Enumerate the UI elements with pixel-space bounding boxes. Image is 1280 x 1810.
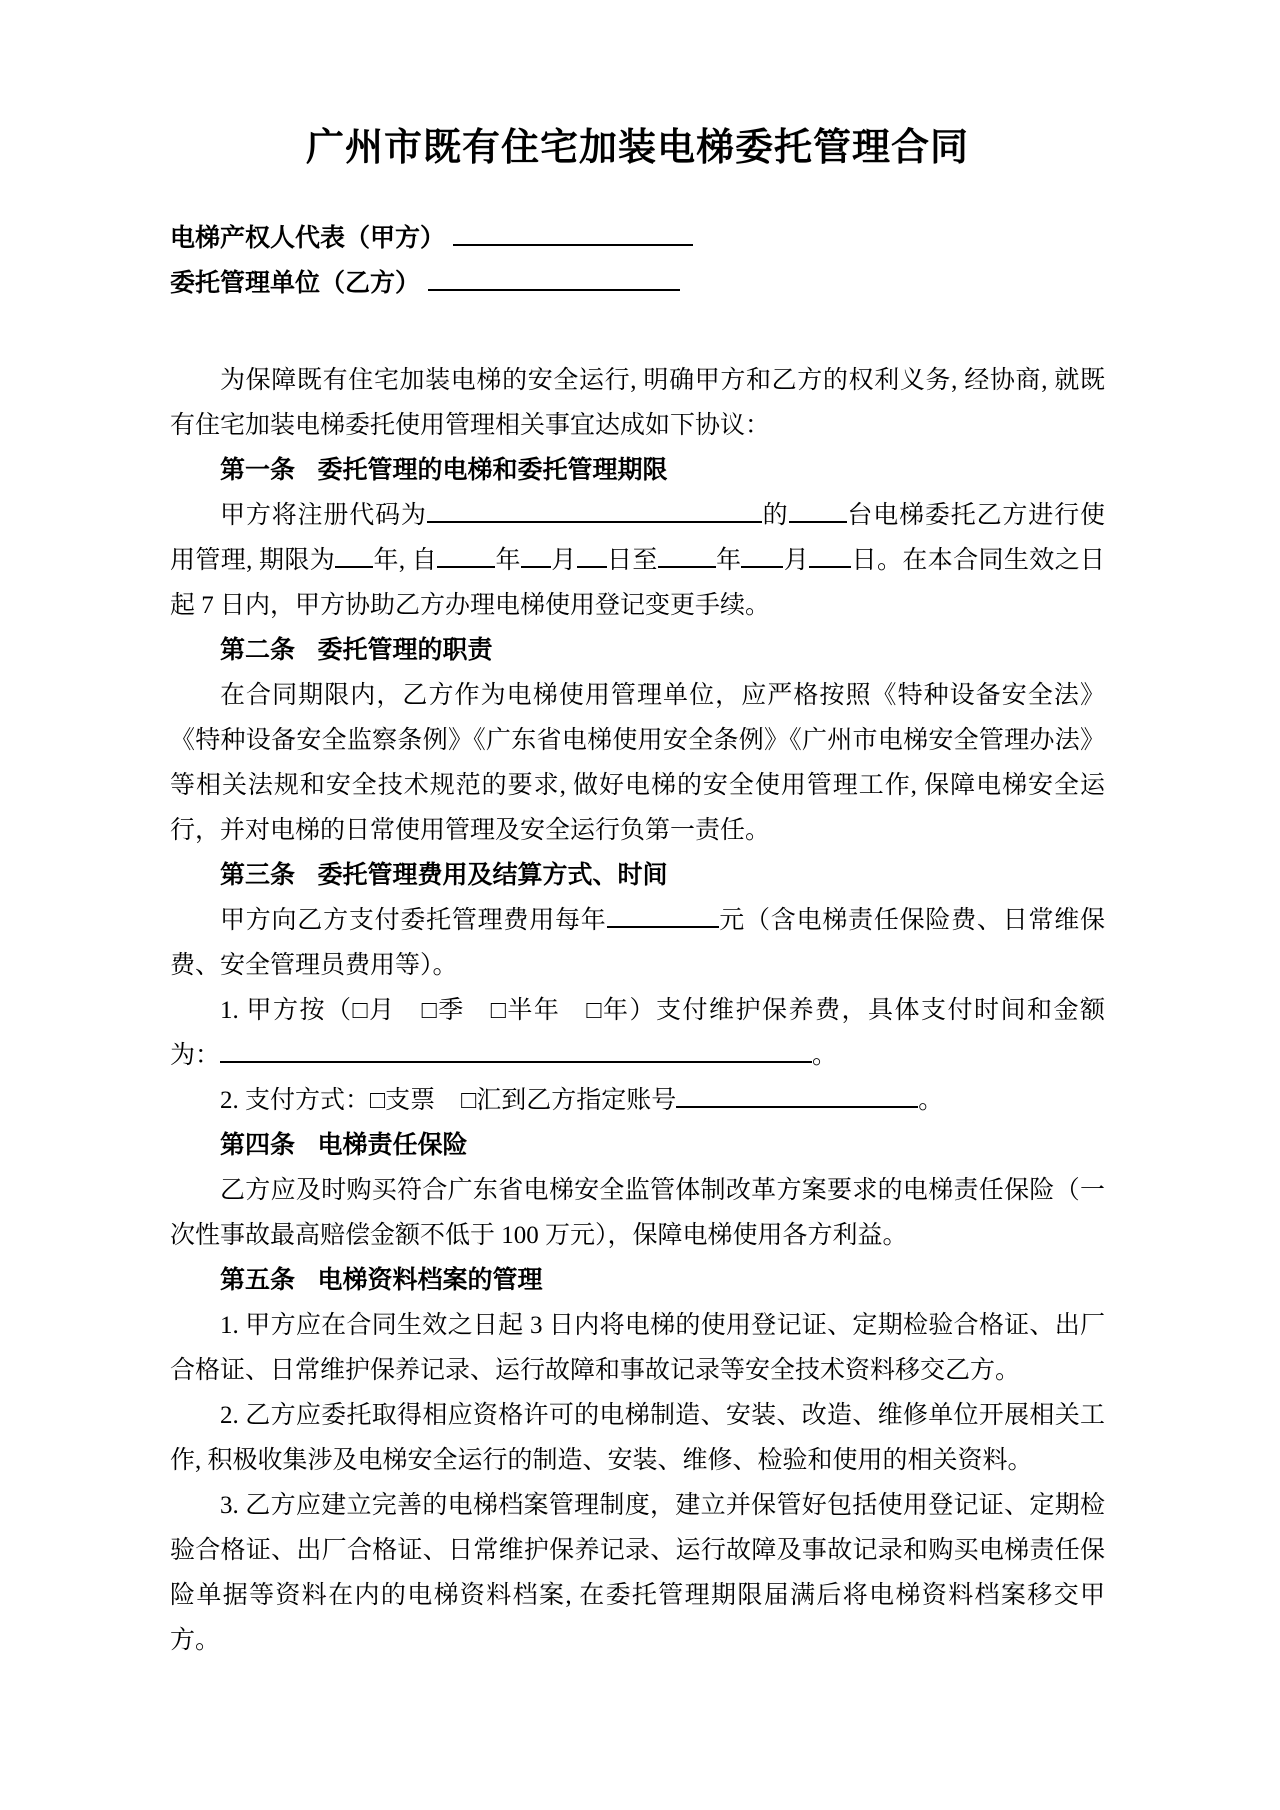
clause-1-text: 年	[715, 547, 742, 574]
party-b-label: 委托管理单位（乙方）	[170, 269, 421, 297]
clause-1-text: 甲方将注册代码为	[220, 502, 427, 529]
start-month-blank[interactable]	[521, 546, 551, 568]
clause-3-heading	[170, 853, 1105, 898]
clause-1-text: 年	[495, 547, 521, 574]
clause-3-text: 元（含电梯责任保险费、日常维保费、安全管理员费用等）。	[170, 907, 1105, 979]
party-a-label: 电梯产权人代表（甲方）	[170, 224, 446, 252]
annual-fee-blank[interactable]	[607, 906, 719, 928]
clause-1-text: 的	[761, 502, 789, 529]
party-b-name-blank[interactable]	[428, 265, 680, 291]
payment-schedule-blank[interactable]	[220, 1041, 812, 1063]
clause-5-heading	[170, 1258, 1105, 1303]
end-day-blank[interactable]	[809, 546, 851, 568]
intro-paragraph: 为保障既有住宅加装电梯的安全运行, 明确甲方和乙方的权利义务, 经协商, 就既有住宅加装电梯委托使用管理相关事宜达成如下协议：	[170, 367, 1105, 439]
clause-1-text: 日至	[606, 547, 658, 574]
party-a-line	[170, 216, 1105, 261]
clause-2-title: 委托管理的职责	[317, 636, 493, 664]
clause-1-text: 年, 自	[373, 547, 438, 574]
checkbox-semiannual[interactable]: □半年	[490, 997, 561, 1024]
clause-5-item-3: 3. 乙方应建立完善的电梯档案管理制度，建立并保管好包括使用登记证、定期检验合格证、出厂合格证、日常维护保养记录、运行故障及事故记录和购买电梯责任保险单据等资料在内的电梯资料档案, 在委托管理期限届满后将电梯资料档案移交甲方。	[170, 1492, 1105, 1654]
checkbox-annual[interactable]: □年	[586, 997, 630, 1024]
party-a-name-blank[interactable]	[453, 220, 693, 246]
clause-5-number: 第五条	[220, 1266, 296, 1294]
clause-3-title: 委托管理费用及结算方式、时间	[317, 861, 668, 889]
clause-3-item-2	[170, 1078, 1105, 1123]
clause-1-body	[170, 493, 1105, 628]
clause-4-body: 乙方应及时购买符合广东省电梯安全监管体制改革方案要求的电梯责任保险（一次性事故最高赔偿金额不低于 100 万元），保障电梯使用各方利益。	[170, 1177, 1105, 1249]
clause-3-item-1	[170, 988, 1105, 1078]
clause-1-number: 第一条	[220, 456, 296, 484]
clause-1-title: 委托管理的电梯和委托管理期限	[317, 456, 668, 484]
checkbox-transfer[interactable]: □汇到乙方指定账号	[461, 1087, 677, 1114]
party-b-line	[170, 261, 1105, 306]
checkbox-monthly[interactable]: □月	[352, 997, 396, 1024]
term-years-blank[interactable]	[335, 546, 373, 568]
clause-4-number: 第四条	[220, 1131, 296, 1159]
clause-4-title: 电梯责任保险	[317, 1131, 468, 1159]
registration-code-blank[interactable]	[427, 501, 762, 523]
clause-2-heading	[170, 628, 1105, 673]
clause-1-text: 月	[783, 547, 810, 574]
clause-2-body: 在合同期限内，乙方作为电梯使用管理单位，应严格按照《特种设备安全法》《特种设备安全监察条例》《广东省电梯使用安全条例》《广州市电梯安全管理办法》等相关法规和安全技术规范的要求, 做好电梯的安全使用管理工作, 保障电梯安全运行，并对电梯的日常使用管理及安全运行负第一责任。	[170, 682, 1105, 844]
clause-3-item2-text: 。	[918, 1087, 944, 1114]
clause-5-item-1: 1. 甲方应在合同生效之日起 3 日内将电梯的使用登记证、定期检验合格证、出厂合格证、日常维护保养记录、运行故障和事故记录等安全技术资料移交乙方。	[170, 1312, 1105, 1384]
clause-3-item1-text: 。	[812, 1042, 838, 1069]
clause-5-title: 电梯资料档案的管理	[317, 1266, 543, 1294]
document-title: 广州市既有住宅加装电梯委托管理合同	[305, 127, 969, 169]
clause-3-item1-text: ）支付维护保养费，具体支付时间和金额为：	[170, 997, 1105, 1069]
clause-5-item-2: 2. 乙方应委托取得相应资格许可的电梯制造、安装、改造、维修单位开展相关工作, 积极收集涉及电梯安全运行的制造、安装、维修、检验和使用的相关资料。	[170, 1402, 1105, 1474]
elevator-count-blank[interactable]	[789, 501, 847, 523]
clause-2-number: 第二条	[220, 636, 296, 664]
clause-3-text: 甲方向乙方支付委托管理费用每年	[220, 907, 607, 934]
clause-3-number: 第三条	[220, 861, 296, 889]
bank-account-blank[interactable]	[676, 1086, 918, 1108]
clause-1-heading	[170, 448, 1105, 493]
clause-4-heading	[170, 1123, 1105, 1168]
start-day-blank[interactable]	[577, 546, 607, 568]
clause-3-fee-paragraph	[170, 898, 1105, 988]
clause-3-item2-text: 2. 支付方式：	[220, 1087, 371, 1114]
clause-1-text: 台电梯委托乙方进行使用管理, 期限为	[170, 502, 1105, 574]
clause-3-item1-text: 1. 甲方按（	[220, 997, 353, 1024]
checkbox-cheque[interactable]: □支票	[370, 1087, 436, 1114]
end-month-blank[interactable]	[741, 546, 783, 568]
end-year-blank[interactable]	[658, 546, 716, 568]
clause-1-text: 月	[550, 547, 577, 574]
start-year-blank[interactable]	[437, 546, 495, 568]
clause-1-text: 日。在本合同生效之日起 7 日内，甲方协助乙方办理电梯使用登记变更手续。	[170, 547, 1105, 619]
checkbox-quarterly[interactable]: □季	[421, 997, 465, 1024]
